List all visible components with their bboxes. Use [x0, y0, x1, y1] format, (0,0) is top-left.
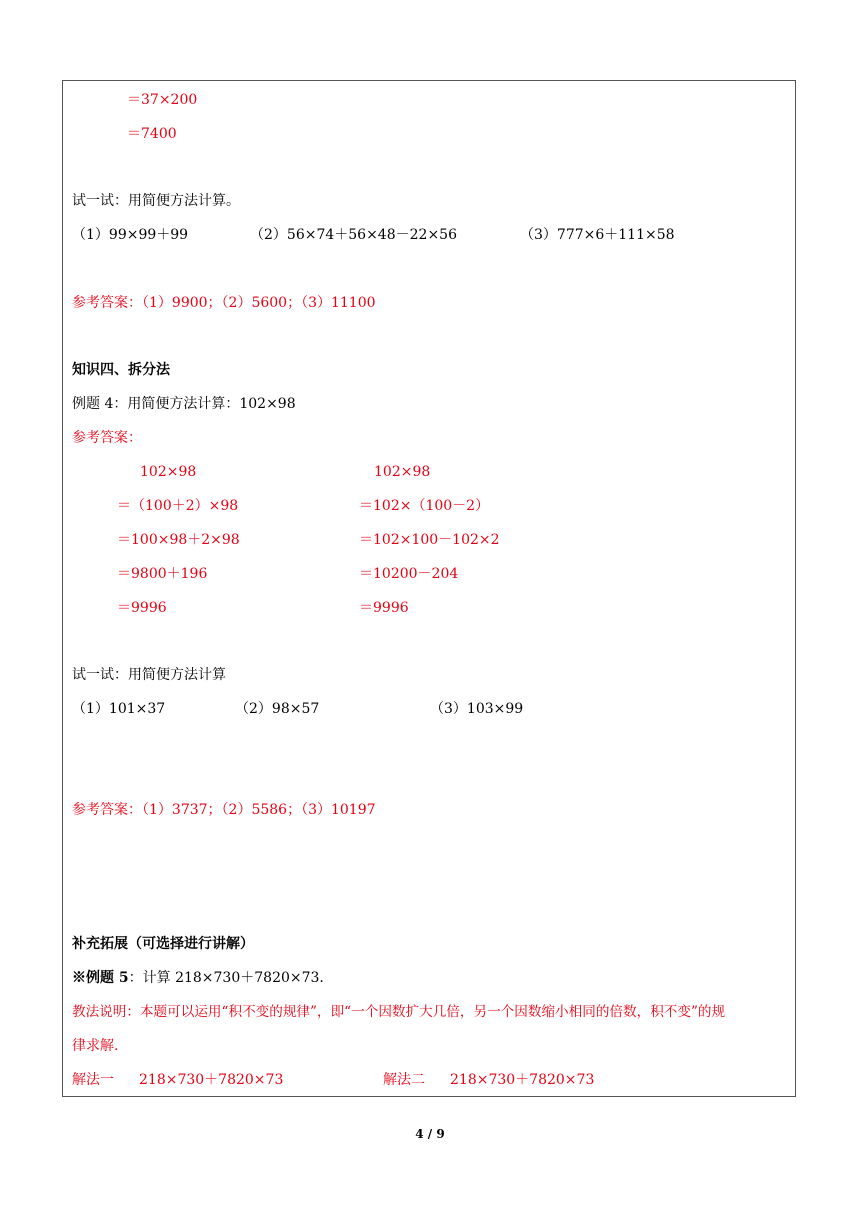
- method-1-expr: 218×730＋7820×73: [139, 1072, 284, 1088]
- reference-answer: 参考答案：（1）9900；（2）5600；（3）11100: [72, 295, 376, 311]
- answer-label: 参考答案：: [72, 430, 142, 446]
- left-step: ＝（100＋2）×98: [117, 498, 239, 514]
- right-step: ＝102×100－102×2: [359, 532, 500, 548]
- problem-1: （1）101×37: [72, 701, 166, 717]
- try-heading: 试一试：用简便方法计算: [72, 667, 226, 683]
- right-step: ＝102×（100－2）: [359, 498, 490, 514]
- method-2-expr: 218×730＋7820×73: [450, 1072, 595, 1088]
- calc-step: ＝7400: [127, 126, 177, 142]
- left-step: ＝100×98＋2×98: [117, 532, 240, 548]
- teaching-note: 教法说明：本题可以运用“积不变的规律”，即“一个因数扩大几倍，另一个因数缩小相同的倍数，积不变”的规: [72, 1004, 726, 1020]
- problem-3: （3）777×6＋111×58: [520, 227, 675, 243]
- left-step: ＝9800＋196: [117, 566, 208, 582]
- problem-1: （1）99×99＋99: [72, 227, 189, 243]
- example-5-mark: ※例题 5: [72, 970, 129, 986]
- reference-answer: 参考答案：（1）3737；（2）5586；（3）10197: [72, 802, 376, 818]
- example-5: [72, 968, 324, 988]
- example-4: 例题 4：用简便方法计算：102×98: [72, 396, 296, 412]
- right-step: ＝9996: [359, 600, 409, 616]
- method-1-label: 解法一: [72, 1072, 114, 1088]
- extension-title: 补充拓展（可选择进行讲解）: [72, 936, 254, 952]
- teaching-note-cont: 律求解.: [72, 1038, 119, 1054]
- right-step: 102×98: [374, 464, 431, 480]
- problem-2: （2）56×74＋56×48－22×56: [250, 227, 457, 243]
- problem-2: （2）98×57: [235, 701, 320, 717]
- right-step: ＝10200－204: [359, 566, 459, 582]
- method-2-label: 解法二: [383, 1072, 425, 1088]
- problem-3: （3）103×99: [430, 701, 524, 717]
- left-step: ＝9996: [117, 600, 167, 616]
- left-step: 102×98: [140, 464, 197, 480]
- calc-step: ＝37×200: [127, 92, 198, 108]
- try-heading: 试一试：用简便方法计算。: [72, 193, 240, 209]
- page-number: 4 / 9: [415, 1127, 445, 1141]
- example-5-text: ：计算 218×730＋7820×73.: [128, 970, 324, 986]
- section-title: 知识四、拆分法: [72, 362, 170, 378]
